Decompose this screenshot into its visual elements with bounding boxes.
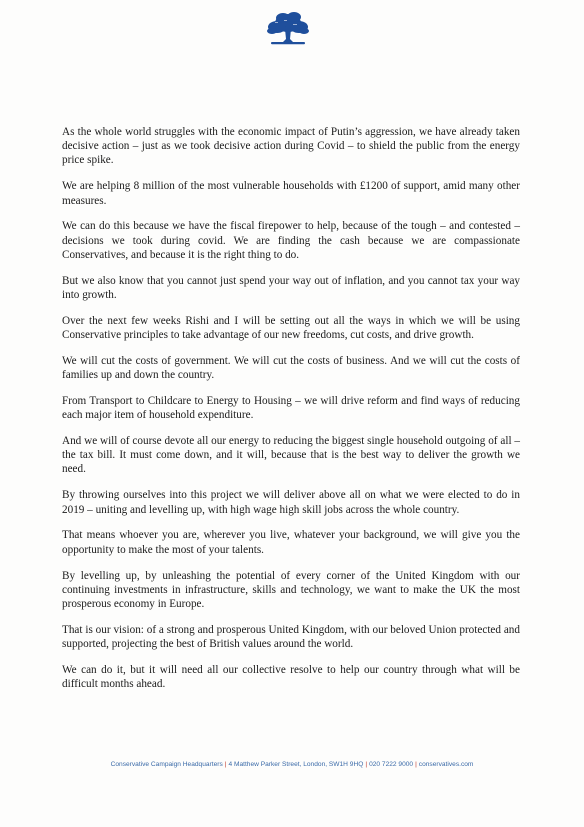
letter-body	[62, 125, 520, 703]
footer-separator: |	[415, 761, 417, 768]
paragraph: But we also know that you cannot just spend your way out of inflation, and you cannot tax your way into growth.	[62, 274, 520, 301]
footer-org: Conservative Campaign Headquarters	[110, 761, 223, 768]
paragraph: We are helping 8 million of the most vulnerable households with £1200 of support, amid many other measures.	[62, 180, 520, 207]
paragraph: As the whole world struggles with the economic impact of Putin’s aggression, we have already taken decisive action – just as we took decisive action during Covid – to shield the public from the energy price spike.	[62, 126, 520, 167]
footer-phone: 020 7222 9000	[369, 761, 414, 768]
paragraph: Over the next few weeks Rishi and I will be setting out all the ways in which we will be using Conservative principles to take advantage of our new freedoms, cut costs, and drive growth.	[62, 314, 520, 341]
footer-address-line	[0, 761, 584, 768]
paragraph: From Transport to Childcare to Energy to Housing – we will drive reform and find ways of reducing each major item of household expenditure.	[62, 394, 520, 422]
footer-separator: |	[365, 761, 368, 768]
paragraph: And we will of course devote all our energy to reducing the biggest single household outgoing of all – the tax bill. It must come down, and it will, because that is the best way to deliver the growth we need.	[62, 435, 520, 476]
paragraph: By levelling up, by unleashing the potential of every corner of the United Kingdom with our continuing investments in infrastructure, skills and technology, we want to make the UK the most prosperous economy in Europe.	[62, 569, 520, 610]
footer-address: 4 Matthew Parker Street, London, SW1H 9HQ	[228, 761, 364, 768]
footer-separator: |	[224, 761, 227, 768]
paragraph: By throwing ourselves into this project we will deliver above all on what we were elected to do in 2019 – uniting and levelling up, with high wage high skill jobs across the whole country.	[62, 489, 520, 516]
paragraph: That means whoever you are, wherever you live, whatever your background, we will give you the opportunity to make the most of your talents.	[62, 529, 520, 556]
footer-website-link[interactable]: conservatives.com	[418, 761, 474, 768]
oak-tree-icon	[263, 9, 313, 49]
paragraph: We can do this because we have the fiscal firepower to help, because of the tough – and contested – decisions we took during covid. We are finding the cash because we are compassionate Conservatives, and because it is the right thing to do.	[62, 220, 520, 261]
paragraph: We will cut the costs of government. We will cut the costs of business. And we will cut the costs of families up and down the country.	[62, 354, 520, 382]
paragraph: We can do it, but it will need all our collective resolve to help our country through what will be difficult months ahead.	[62, 663, 520, 691]
paragraph: That is our vision: of a strong and prosperous United Kingdom, with our beloved Union protected and supported, projecting the best of British values around the world.	[62, 623, 520, 651]
